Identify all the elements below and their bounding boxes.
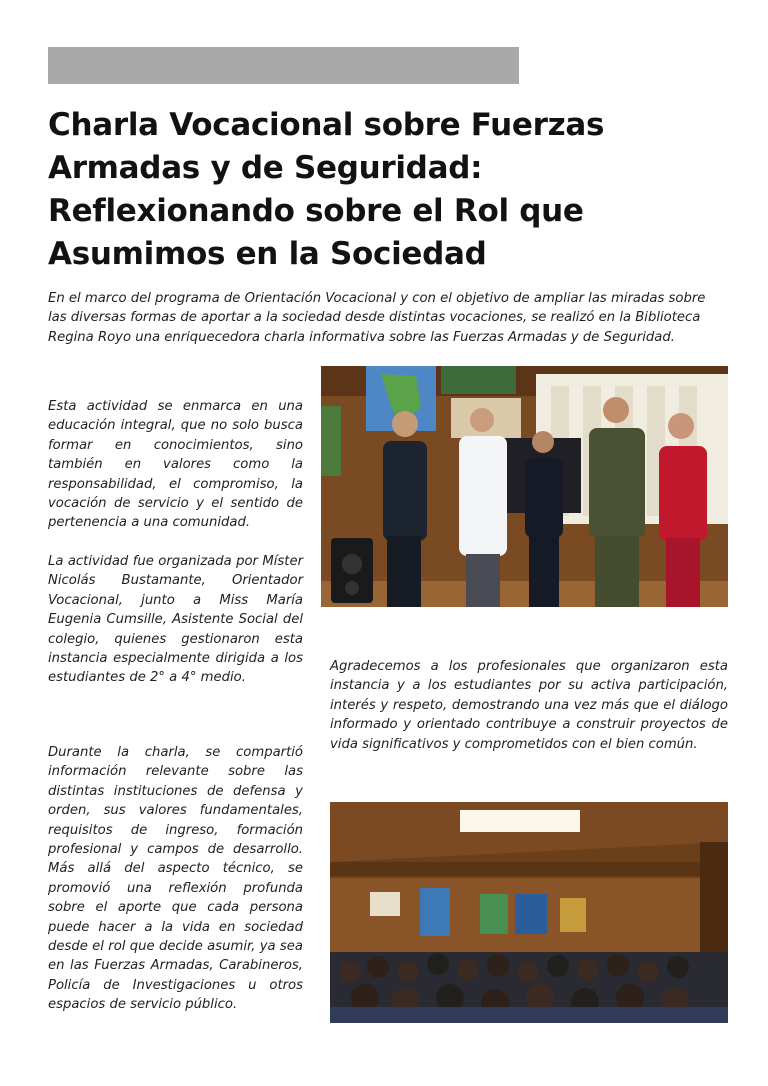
header-gray-bar — [48, 47, 519, 84]
speakers-group-photo — [321, 366, 728, 607]
article-title: Charla Vocacional sobre Fuerzas Armadas y de Seguridad: Reflexionando sobre el Rol que Asumimos en la Sociedad — [48, 107, 605, 272]
paragraph-integral-education: Esta actividad se enmarca en una educación integral, que no solo busca formar en conocimientos, sino también en valores como la responsabilidad, el compromiso, la vocación de servicio y el sentido de pertenencia a una comunidad. — [48, 399, 303, 531]
article-intro: En el marco del programa de Orientación Vocacional y con el objetivo de ampliar las miradas sobre las diversas formas de aportar a la sociedad desde distintas vocaciones, se realizó en la Biblioteca Regina Royo una enriquecedora charla informativa sobre las Fuerzas Armadas y de Seguridad. — [48, 291, 706, 345]
paragraph-talk-content: Durante la charla, se compartió información relevante sobre las distintas instituciones de defensa y orden, sus valores fundamentales, requisitos de ingreso, formación profesional y campos de desarrollo. Más allá del aspecto técnico, se promovió una reflexión profunda sobre el aporte que cada persona puede hacer a la vida en sociedad desde el rol que decide asumir, ya sea en las Fuerzas Armadas, Carabineros, Policía de Investigaciones u otros espacios de servicio público. — [48, 745, 303, 1013]
paragraph-acknowledgements: Agradecemos a los profesionales que organizaron esta instancia y a los estudiantes por su activa participación, interés y respeto, demostrando una vez más que el diálogo informado y orientado contribuye a construir proyectos de vida significativos y comprometidos con el bien común. — [330, 659, 728, 752]
students-audience-photo — [330, 802, 728, 1023]
paragraph-organizers: La actividad fue organizada por Míster Nicolás Bustamante, Orientador Vocacional, junto a Miss María Eugenia Cumsille, Asistente Social del colegio, quienes gestionaron esta instancia especialmente dirigida a los estudiantes de 2° a 4° medio. — [48, 554, 303, 686]
